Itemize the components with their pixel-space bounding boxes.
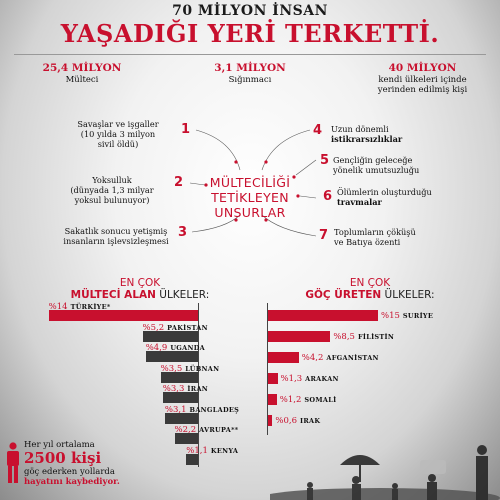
cause-1-line-3: sivil öldü) xyxy=(97,139,139,149)
cause-7-line-2: ve Batıya özenti xyxy=(334,237,401,247)
left-bar-value-8: %1,1 xyxy=(186,445,208,456)
cause-3-line-2: insanların işlevsizleşmesi xyxy=(63,236,169,246)
right-bar-country-5: SOMALİ xyxy=(304,396,337,404)
stat-asylum-value: 3,1 MİLYON xyxy=(214,62,286,74)
stat-displaced-label-1: kendi ülkeleri içinde xyxy=(378,75,467,85)
cause-5-line-2: yönelik umutsuzluğu xyxy=(333,165,420,175)
cause-2-line-3: yoksul bulunuyor) xyxy=(74,195,150,205)
cause-6-line-1: Ölümlerin oluşturduğu xyxy=(337,187,432,197)
cause-6-number: 6 xyxy=(323,189,333,204)
right-bar-label-1 xyxy=(381,310,433,322)
left-bar-country-1: TÜRKİYE* xyxy=(70,303,111,311)
left-bar-value-5: %3,3 xyxy=(162,384,185,394)
cause-6-line-2: travmalar xyxy=(337,197,382,207)
right-section-row-1: EN ÇOK xyxy=(349,277,391,289)
headline-main: YAŞADIĞI YERİ TERKETTİ. xyxy=(60,19,440,48)
cause-4-line-2: istikrarsızlıklar xyxy=(331,134,403,144)
right-section-suffix: ÜLKELER: xyxy=(384,289,435,301)
center-line-1: MÜLTECİLİĞİ xyxy=(209,175,291,190)
right-bar-1 xyxy=(268,310,378,321)
left-bar-value-2: %5,2 xyxy=(142,322,165,333)
left-bar-value-3: %4,9 xyxy=(145,343,168,353)
note-line-4: hayatını kaybediyor. xyxy=(24,477,120,487)
person-icon xyxy=(4,442,22,484)
stat-displaced-label-2: yerinden edilmiş kişi xyxy=(377,85,468,95)
note-line-3: göç ederken yollarda xyxy=(24,467,115,477)
death-toll-note xyxy=(24,440,120,487)
right-bar-value-3: %4,2 xyxy=(301,353,324,363)
left-bar-country-2: PAKİSTAN xyxy=(167,323,208,332)
stat-asylum-label: Sığınmacı xyxy=(228,75,272,85)
note-count: 2500 kişi xyxy=(24,449,102,467)
right-bar-value-1: %15 xyxy=(381,311,400,321)
stat-refugees-value: 25,4 MİLYON xyxy=(42,62,122,74)
left-bar-value-7: %2,2 xyxy=(174,425,197,435)
left-section-row-1: EN ÇOK xyxy=(119,277,161,289)
right-bar-value-4: %1,3 xyxy=(280,374,303,384)
refugees-walking-photo xyxy=(270,330,500,500)
headline-top: 70 MİLYON İNSAN xyxy=(172,3,328,19)
stat-displaced-value: 40 MİLYON xyxy=(388,62,457,74)
left-bar-country-3: UGANDA xyxy=(170,344,206,352)
cause-1-line-2: (10 yılda 3 milyon xyxy=(80,129,156,139)
left-bar-country-6: BANGLADEŞ xyxy=(189,405,240,414)
left-bar-country-4: LÜBNAN xyxy=(185,364,220,373)
right-section-emphasis: GÖÇ ÜRETEN xyxy=(305,289,382,301)
left-bar-country-7: AVRUPA** xyxy=(199,426,239,434)
stat-refugees-label: Mülteci xyxy=(65,75,99,85)
cause-4-number: 4 xyxy=(313,123,323,138)
right-bar-value-6: %0,6 xyxy=(275,416,297,426)
cause-2-line-1: Yoksulluk xyxy=(92,175,132,185)
cause-1-line-1: Savaşlar ve işgaller xyxy=(77,119,159,129)
left-bar-value-6: %3,1 xyxy=(164,404,187,415)
right-bar-country-6: IRAK xyxy=(300,417,321,425)
center-line-3: UNSURLAR xyxy=(214,205,286,220)
right-bar-country-3: AFGANİSTAN xyxy=(326,354,379,362)
left-bar-value-1: %14 xyxy=(48,302,68,312)
right-bar-country-2: FİLİSTİN xyxy=(357,333,395,341)
cause-4-line-1: Uzun dönemli xyxy=(331,124,389,134)
left-section-emphasis: MÜLTECİ ALAN xyxy=(70,289,156,301)
right-bar-country-1: SURİYE xyxy=(402,312,434,320)
left-bar-country-8: KENYA xyxy=(210,446,239,455)
right-bar-country-4: ARAKAN xyxy=(305,375,339,383)
cause-7-number: 7 xyxy=(319,228,329,243)
cause-7-line-1: Toplumların çöküşü xyxy=(334,227,416,237)
cause-1-number: 1 xyxy=(181,122,191,137)
cause-5-number: 5 xyxy=(320,153,330,168)
left-section-suffix: ÜLKELER: xyxy=(159,289,210,301)
cause-3-number: 3 xyxy=(178,225,188,240)
left-bar-country-5: İRAN xyxy=(187,385,209,393)
center-line-2: TETİKLEYEN xyxy=(211,190,289,205)
note-line-1: Her yıl ortalama xyxy=(24,440,95,450)
cause-2-number: 2 xyxy=(174,175,184,190)
right-bar-value-2: %8,5 xyxy=(333,332,355,342)
cause-5-line-1: Gençliğin geleceğe xyxy=(333,155,413,165)
left-bar-value-4: %3,5 xyxy=(160,363,183,374)
cause-2-line-2: (dünyada 1,3 milyar xyxy=(70,185,154,195)
cause-3-line-1: Sakatlık sonucu yetişmiş xyxy=(64,226,168,236)
right-bar-value-5: %1,2 xyxy=(279,395,302,405)
